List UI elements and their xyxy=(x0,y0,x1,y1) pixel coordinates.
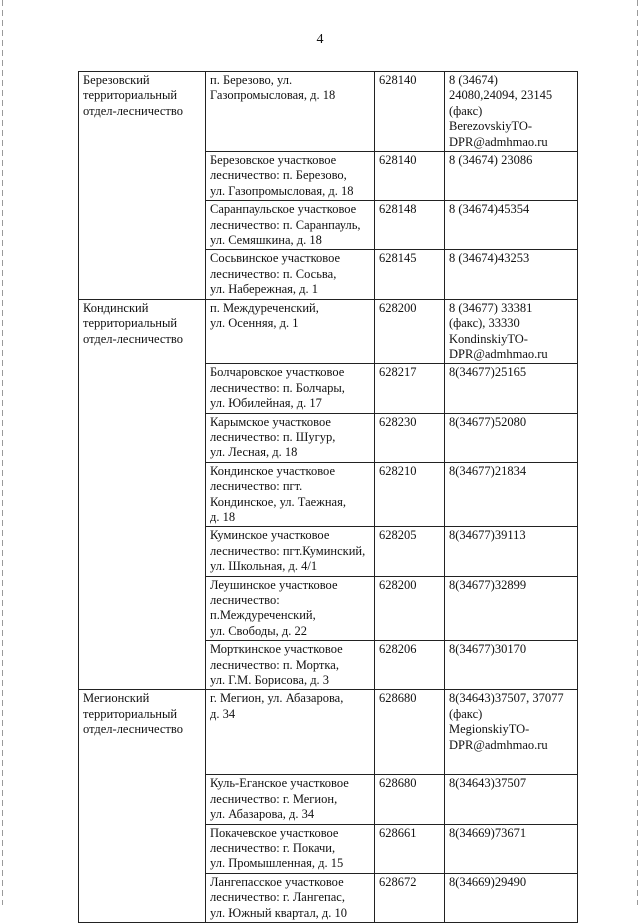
postal-index-cell: 628200 xyxy=(375,576,445,641)
contact-cell: 8(34669)73671 xyxy=(445,824,578,873)
contact-cell: 8(34669)29490 xyxy=(445,873,578,922)
postal-index-cell: 628205 xyxy=(375,527,445,576)
contact-cell: 8(34677)25165 xyxy=(445,364,578,413)
postal-index-cell: 628148 xyxy=(375,201,445,250)
contact-cell: 8(34677)32899 xyxy=(445,576,578,641)
address-cell: Березовское участковое лесничество: п. Березово, ул. Газопромысловая, д. 18 xyxy=(206,152,375,201)
address-cell: г. Мегион, ул. Абазарова, д. 34 xyxy=(206,690,375,775)
contact-cell: 8(34677)39113 xyxy=(445,527,578,576)
address-cell: Карымское участковое лесничество: п. Шугур, ул. Лесная, д. 18 xyxy=(206,413,375,462)
postal-index-cell: 628210 xyxy=(375,462,445,527)
postal-index-cell: 628206 xyxy=(375,641,445,690)
contact-cell: 8 (34674) 24080,24094, 23145 (факс) BerezovskiyTO- DPR@admhmao.ru xyxy=(445,72,578,152)
address-cell: Саранпаульское участковое лесничество: п. Саранпауль, ул. Семяшкина, д. 18 xyxy=(206,201,375,250)
scan-edge-right xyxy=(637,0,638,905)
postal-index-cell: 628661 xyxy=(375,824,445,873)
address-cell: Сосьвинское участковое лесничество: п. Сосьва, ул. Набережная, д. 1 xyxy=(206,250,375,299)
page-number: 4 xyxy=(316,32,324,47)
postal-index-cell: 628230 xyxy=(375,413,445,462)
contact-cell: 8(34643)37507, 37077 (факс) MegionskiyTO- DPR@admhmao.ru xyxy=(445,690,578,775)
department-name: Мегионский территориальный отдел-лесничество xyxy=(79,690,206,923)
postal-index-cell: 628145 xyxy=(375,250,445,299)
postal-index-cell: 628200 xyxy=(375,299,445,364)
department-name: Березовский территориальный отдел-лесничество xyxy=(79,72,206,300)
postal-index-cell: 628680 xyxy=(375,690,445,775)
table-row xyxy=(79,72,578,152)
contact-cell: 8 (34674)43253 xyxy=(445,250,578,299)
address-cell: п. Березово, ул. Газопромысловая, д. 18 xyxy=(206,72,375,152)
address-cell: Морткинское участковое лесничество: п. Мортка, ул. Г.М. Борисова, д. 3 xyxy=(206,641,375,690)
postal-index-cell: 628680 xyxy=(375,775,445,824)
contact-cell: 8 (34674)45354 xyxy=(445,201,578,250)
table-body xyxy=(79,72,578,923)
table-row xyxy=(79,299,578,364)
postal-index-cell: 628140 xyxy=(375,72,445,152)
address-cell: Куль-Еганское участковое лесничество: г. Мегион, ул. Абазарова, д. 34 xyxy=(206,775,375,824)
contact-cell: 8 (34677) 33381 (факс), 33330 KondinskiyTO- DPR@admhmao.ru xyxy=(445,299,578,364)
postal-index-cell: 628140 xyxy=(375,152,445,201)
scan-edge-left xyxy=(2,0,3,905)
address-cell: Покачевское участковое лесничество: г. Покачи, ул. Промышленная, д. 15 xyxy=(206,824,375,873)
address-cell: Болчаровское участковое лесничество: п. Болчары, ул. Юбилейная, д. 17 xyxy=(206,364,375,413)
forestry-offices-table xyxy=(78,71,578,923)
contact-cell: 8 (34674) 23086 xyxy=(445,152,578,201)
department-name: Кондинский территориальный отдел-лесничество xyxy=(79,299,206,690)
contact-cell: 8(34677)52080 xyxy=(445,413,578,462)
contact-cell: 8(34677)21834 xyxy=(445,462,578,527)
contact-cell: 8(34643)37507 xyxy=(445,775,578,824)
postal-index-cell: 628672 xyxy=(375,873,445,922)
address-cell: Леушинское участковое лесничество: п.Междуреченский, ул. Свободы, д. 22 xyxy=(206,576,375,641)
address-cell: Лангепасское участковое лесничество: г. Лангепас, ул. Южный квартал, д. 10 xyxy=(206,873,375,922)
postal-index-cell: 628217 xyxy=(375,364,445,413)
address-cell: п. Междуреченский, ул. Осенняя, д. 1 xyxy=(206,299,375,364)
address-cell: Куминское участковое лесничество: пгт.Куминский, ул. Школьная, д. 4/1 xyxy=(206,527,375,576)
table-row xyxy=(79,690,578,775)
address-cell: Кондинское участковое лесничество: пгт. Кондинское, ул. Таежная, д. 18 xyxy=(206,462,375,527)
contact-cell: 8(34677)30170 xyxy=(445,641,578,690)
